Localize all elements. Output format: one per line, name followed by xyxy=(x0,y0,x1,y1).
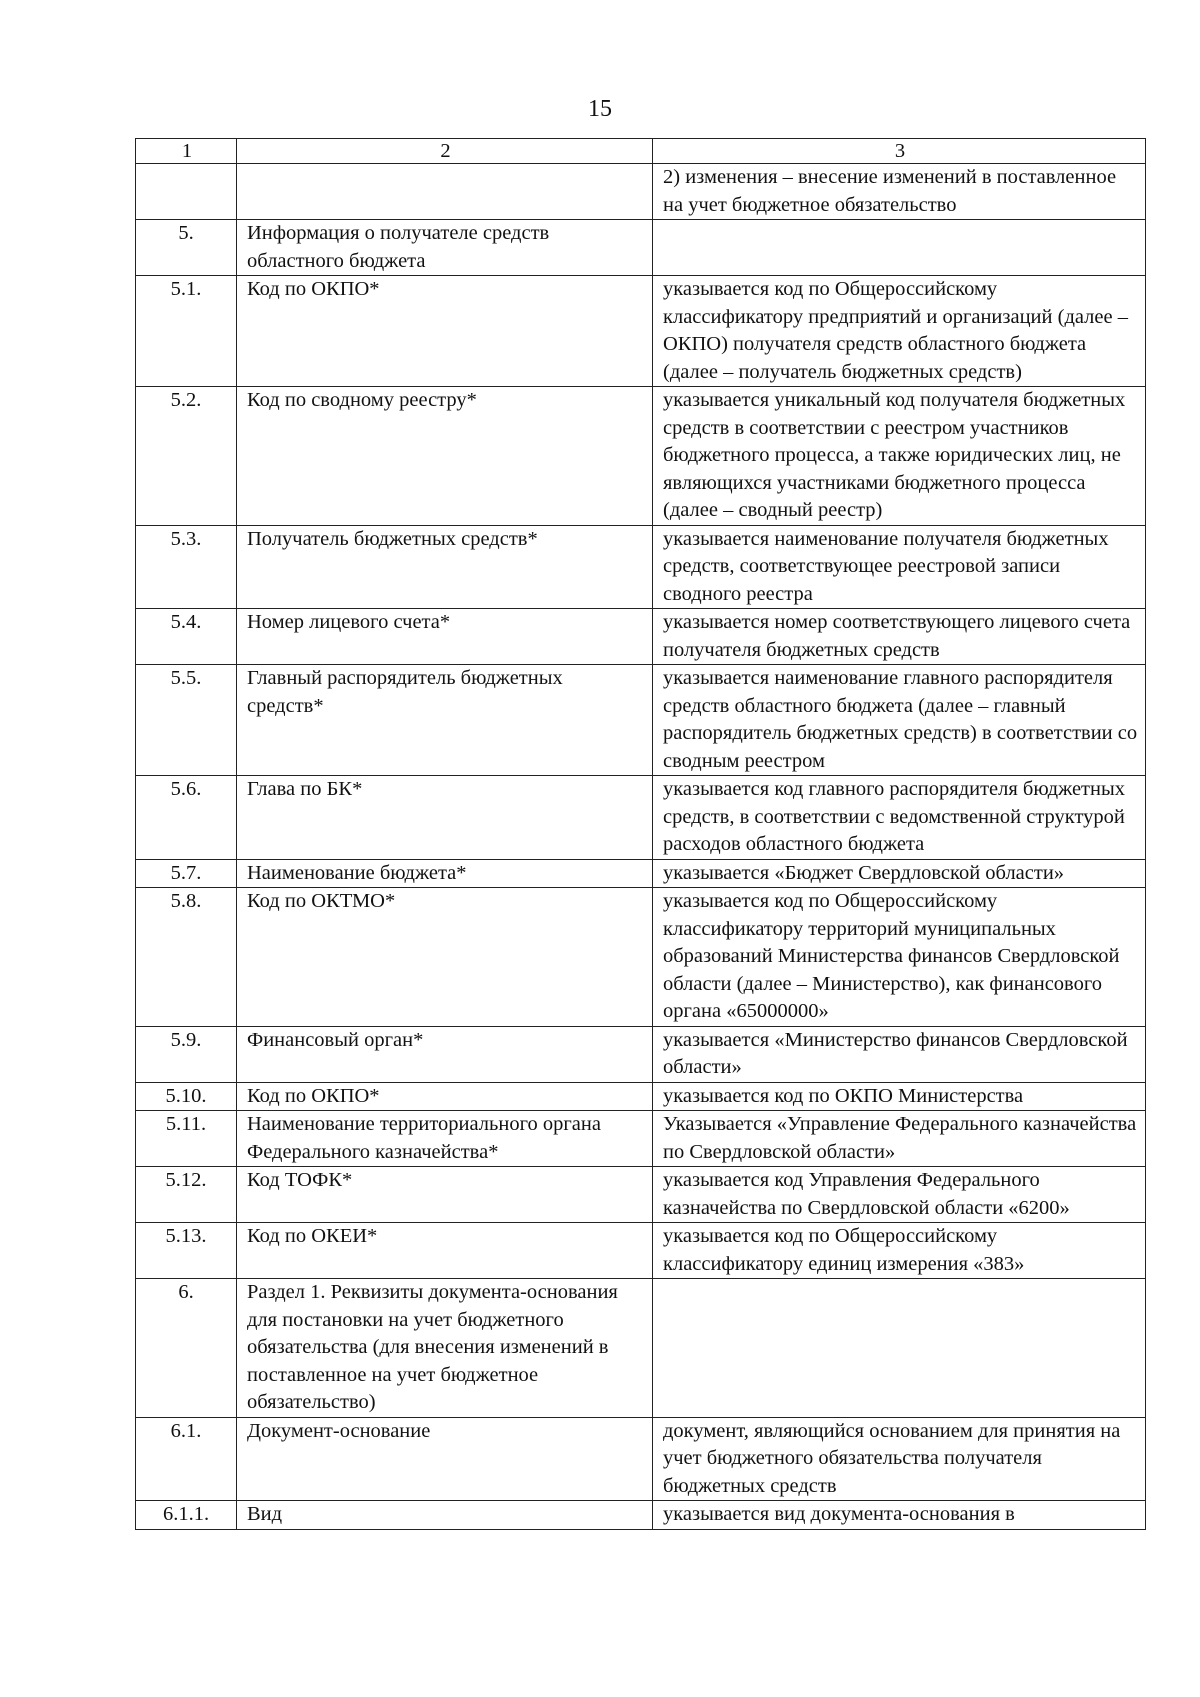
row-description: указывается код Управления Федерального казначейства по Свердловской области «6200» xyxy=(653,1167,1146,1223)
row-number: 5.9. xyxy=(136,1026,237,1082)
table-row xyxy=(136,220,1146,276)
row-number: 5.8. xyxy=(136,888,237,1027)
row-name xyxy=(237,164,653,220)
table-row xyxy=(136,776,1146,860)
row-description: указывается уникальный код получателя бюджетных средств в соответствии с реестром участников бюджетного процесса, а также юридических лиц, не являющихся участниками бюджетного процесса (далее – сводный реестр) xyxy=(653,387,1146,526)
row-name: Финансовый орган* xyxy=(237,1026,653,1082)
row-number: 5.13. xyxy=(136,1223,237,1279)
row-number: 5.3. xyxy=(136,525,237,609)
row-number: 6. xyxy=(136,1279,237,1418)
table-row xyxy=(136,665,1146,776)
header-cell-name: 2 xyxy=(237,139,653,164)
row-name: Наименование бюджета* xyxy=(237,859,653,888)
row-description: указывается наименование получателя бюджетных средств, соответствующее реестровой записи сводного реестра xyxy=(653,525,1146,609)
row-number: 5.2. xyxy=(136,387,237,526)
row-number: 5.7. xyxy=(136,859,237,888)
row-number: 5. xyxy=(136,220,237,276)
table-row xyxy=(136,859,1146,888)
row-number: 5.6. xyxy=(136,776,237,860)
header-cell-number: 1 xyxy=(136,139,237,164)
table-row xyxy=(136,1111,1146,1167)
table-row xyxy=(136,1167,1146,1223)
row-name: Раздел 1. Реквизиты документа-основания для постановки на учет бюджетного обязательства (для внесения изменений в поставленное на учет бюджетное обязательство) xyxy=(237,1279,653,1418)
row-number: 6.1.1. xyxy=(136,1501,237,1530)
row-description: указывается код по Общероссийскому классификатору предприятий и организаций (далее – ОКПО) получателя средств областного бюджета (далее – получатель бюджетных средств) xyxy=(653,276,1146,387)
requisites-table xyxy=(135,138,1146,1530)
row-name: Код по сводному реестру* xyxy=(237,387,653,526)
row-number: 5.1. xyxy=(136,276,237,387)
row-number: 6.1. xyxy=(136,1417,237,1501)
table-row xyxy=(136,1501,1146,1530)
row-name: Вид xyxy=(237,1501,653,1530)
row-number: 5.4. xyxy=(136,609,237,665)
row-description: документ, являющийся основанием для принятия на учет бюджетного обязательства получателя бюджетных средств xyxy=(653,1417,1146,1501)
header-cell-description: 3 xyxy=(653,139,1146,164)
row-number: 5.10. xyxy=(136,1082,237,1111)
table-row xyxy=(136,1223,1146,1279)
row-number xyxy=(136,164,237,220)
table-row xyxy=(136,1026,1146,1082)
row-number: 5.12. xyxy=(136,1167,237,1223)
row-description: указывается код по Общероссийскому классификатору территорий муниципальных образований Министерства финансов Свердловской области (далее – Министерство), как финансового органа «65000000» xyxy=(653,888,1146,1027)
row-description: указывается «Министерство финансов Свердловской области» xyxy=(653,1026,1146,1082)
row-name: Код ТОФК* xyxy=(237,1167,653,1223)
row-description: указывается код главного распорядителя бюджетных средств, в соответствии с ведомственной структурой расходов областного бюджета xyxy=(653,776,1146,860)
row-name: Код по ОКЕИ* xyxy=(237,1223,653,1279)
row-name: Наименование территориального органа Федерального казначейства* xyxy=(237,1111,653,1167)
row-name: Код по ОКПО* xyxy=(237,1082,653,1111)
table-row xyxy=(136,276,1146,387)
row-description xyxy=(653,1279,1146,1418)
row-description xyxy=(653,220,1146,276)
row-description: указывается код по ОКПО Министерства xyxy=(653,1082,1146,1111)
row-description: Указывается «Управление Федерального казначейства по Свердловской области» xyxy=(653,1111,1146,1167)
row-description: указывается «Бюджет Свердловской области» xyxy=(653,859,1146,888)
row-description: указывается вид документа-основания в xyxy=(653,1501,1146,1530)
row-name: Код по ОКТМО* xyxy=(237,888,653,1027)
table-row xyxy=(136,1082,1146,1111)
row-name: Документ-основание xyxy=(237,1417,653,1501)
row-name: Получатель бюджетных средств* xyxy=(237,525,653,609)
page-number: 15 xyxy=(588,96,612,122)
row-description: указывается наименование главного распорядителя средств областного бюджета (далее – главный распорядитель бюджетных средств) в соответствии со сводным реестром xyxy=(653,665,1146,776)
row-number: 5.5. xyxy=(136,665,237,776)
table-row xyxy=(136,387,1146,526)
table-row xyxy=(136,164,1146,220)
row-description: указывается код по Общероссийскому классификатору единиц измерения «383» xyxy=(653,1223,1146,1279)
table-row xyxy=(136,888,1146,1027)
row-name: Глава по БК* xyxy=(237,776,653,860)
table-header-row xyxy=(136,139,1146,164)
table-row xyxy=(136,609,1146,665)
row-name: Главный распорядитель бюджетных средств* xyxy=(237,665,653,776)
row-name: Код по ОКПО* xyxy=(237,276,653,387)
row-description: 2) изменения – внесение изменений в поставленное на учет бюджетное обязательство xyxy=(653,164,1146,220)
row-name: Номер лицевого счета* xyxy=(237,609,653,665)
table-row xyxy=(136,1279,1146,1418)
table-row xyxy=(136,1417,1146,1501)
row-name: Информация о получателе средств областного бюджета xyxy=(237,220,653,276)
row-description: указывается номер соответствующего лицевого счета получателя бюджетных средств xyxy=(653,609,1146,665)
row-number: 5.11. xyxy=(136,1111,237,1167)
table-row xyxy=(136,525,1146,609)
